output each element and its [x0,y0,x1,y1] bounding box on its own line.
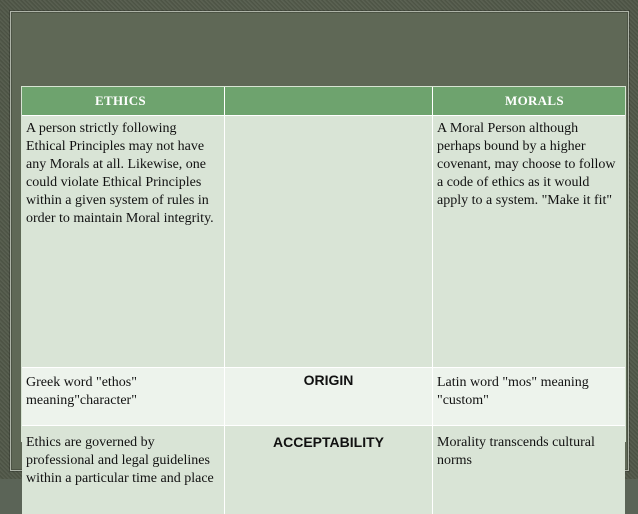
row2-middle-cell [225,368,433,426]
comparison-table [21,86,626,486]
header-cell-ethics [22,87,225,115]
origin-label: ORIGIN [303,372,354,388]
header-ethics: ETHICS [95,93,146,108]
header-morals: MORALS [505,93,564,108]
row1-left-cell [22,116,225,369]
row2-right-text: Latin word "mos" meaning "custom" [437,375,589,408]
row1-right-text: A Moral Person although perhaps bound by a higher covenant, may choose to follow a code of ethics as it would apply to a system. "Make it fit" [437,121,616,208]
header-cell-middle [225,87,433,115]
row1-middle-cell [225,116,433,369]
table-row-origin [22,367,625,426]
row1-left-text: A person strictly following Ethical Principles may not have any Morals at all. Likewise, one could violate Ethical Principles within a given system of rules in order to maintain Moral integrity. [26,121,214,226]
acceptability-label: ACCEPTABILITY [273,434,384,450]
row3-right-cell [433,426,625,514]
row3-left-text: Ethics are governed by professional and legal guidelines within a particular time and place [26,435,214,486]
row2-left-text: Greek word "ethos" meaning"character" [26,375,137,408]
table-row-acceptability [22,425,625,514]
row3-middle-cell [225,426,433,514]
row3-right-text: Morality transcends cultural norms [437,435,595,468]
row2-right-cell [433,368,625,426]
table-row-definition [22,115,625,369]
row3-left-cell [22,426,225,514]
slide-frame [10,11,629,486]
header-cell-morals [433,87,625,115]
table-header-row [22,87,625,115]
row1-right-cell [433,116,625,369]
row2-left-cell [22,368,225,426]
